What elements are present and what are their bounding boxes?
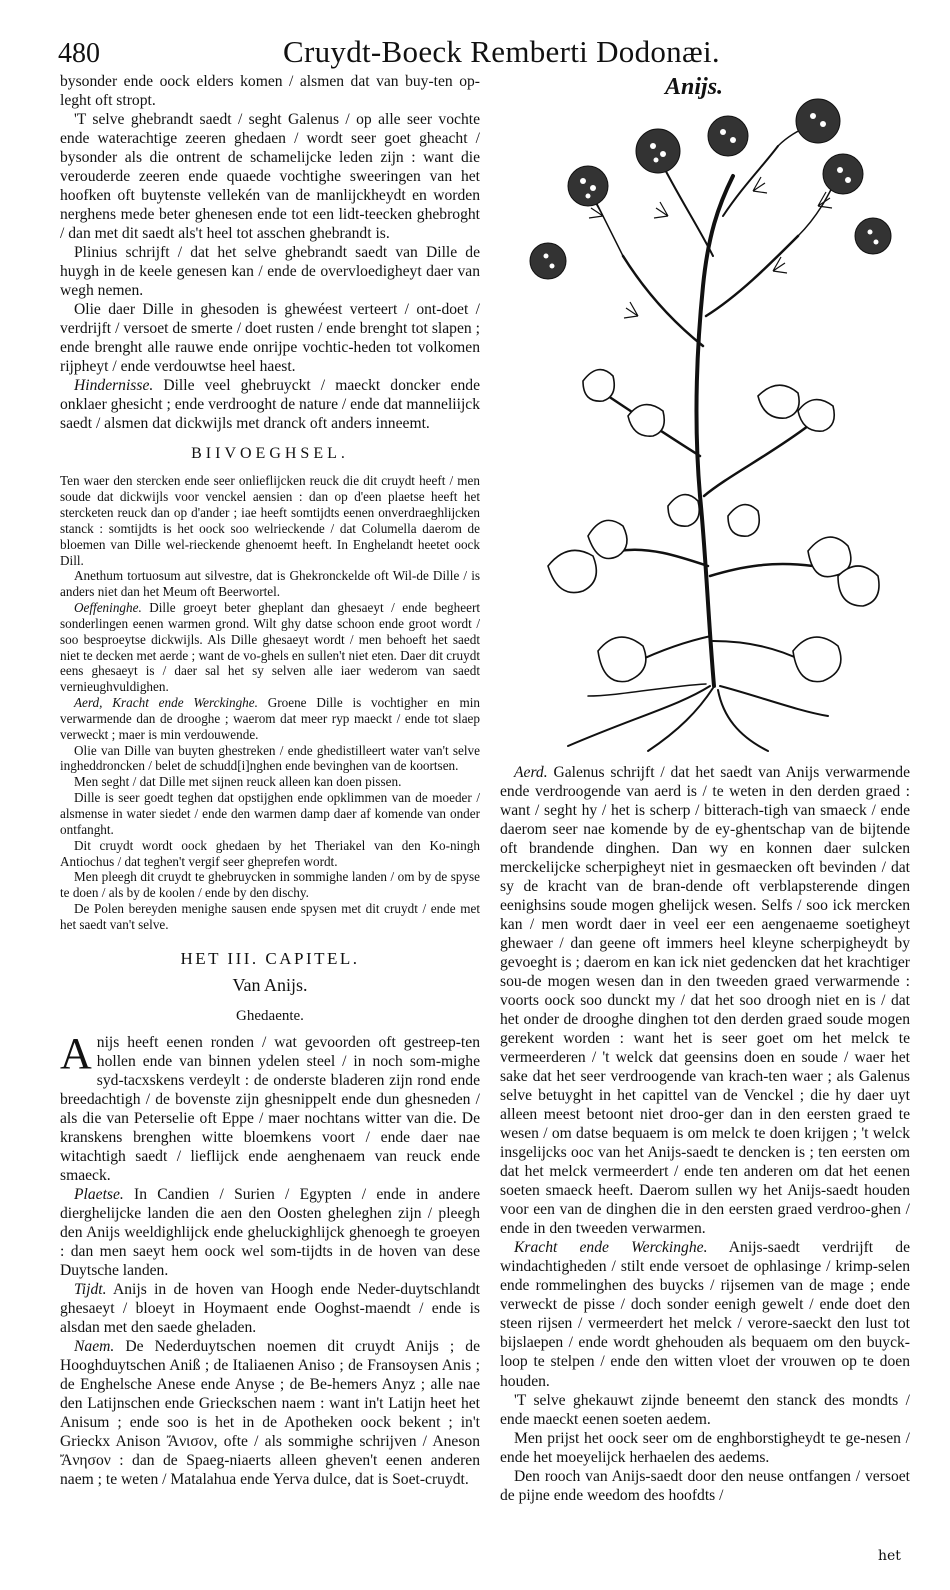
margin-label: Plaetse. xyxy=(74,1185,124,1203)
paragraph: Olie daer Dille in ghesoden is ghewéest verteert / ont-doet / verdrijft / versoet de smerte / doet rusten / ende brenght tot slapen ; ende brenght alle rauwe ende onrijpe vochtic-heden tot volkomen rijpheyt / ende verdouwtse heel haest. xyxy=(60,301,480,376)
paragraph: Men prijst het oock seer om de enghborstigheydt te ge-nesen / ende het moeyelijck herhaelen des aedems. xyxy=(500,1429,910,1466)
margin-label: Aerd, Kracht ende Werckinghe. xyxy=(74,695,258,711)
plant-title: Anijs. xyxy=(665,74,724,100)
right-column xyxy=(500,763,910,1505)
paragraph: Den rooch van Anijs-saedt door den neuse ontfangen / versoet de pijne ende weedom des hoofdts / xyxy=(500,1467,910,1504)
paragraph: Dille is seer goedt teghen dat opstijghen ende opklimmen van de moeder / alsmense in water siedet / ende den warmen damp daer af komende van onder ontfanght. xyxy=(60,790,480,837)
paragraph: Aerd, Kracht ende Werckinghe. Groene Dille is vochtigher en min verwarmende dan de drooghe ; waerom dat meer ryp maeckt / ende tot slaep verweckt ; maer is min verdouwende. xyxy=(60,695,480,742)
paragraph: Men seght / dat Dille met sijnen reuck alleen kan doen pissen. xyxy=(74,774,402,790)
paragraph: Aerd. Galenus schrijft / dat het saedt van Anijs verwarmende ende verdroogende van aerd is / te weten in den derden graed : want / seght hy / het is scherp / bitterach-tigh van smaeck / ende daerom seer nae komende by de ey-ghentschap van de bijtende oft brandende dinghen. Dan wy en konnen daer sulcken merckelijcke scherpigheyt niet in gesmaecken oft bevinden / dat sy de kracht van de bran-dende oft verblapsterende dingen eenighsins soude mogen ghelijck wesen. Selfs / soo ick mercken kan / men wordt daer in veel eer een aengenaeme soetigheyt ghewaer / dan geene oft immers heel kleyne scherpigheydt by gevoeght is ; daerom en kan ick niet gedencken dat het krachtiger sou-de mogen wesen dan in den tweeden graed verwarmende : voorts oock soo dunckt my / dat het soo droogh niet en is / dat het onder de drooghe dinghen tot den derden graed soude mogen gerekent worden : want het is seer goet om het melck te vermeerderen / 't welck dat geensins doen en soude / waer het sake dat het seer verdroogende van krach-ten waer ; als Galenus selve betuyght in het capittel van de Venckel ; die hy daer uyt alleen meest betoont niet droo-ger dan in den eersten graed te wesen / om datse bequaem is om melck te doen krijgen ; 't welck insgelijcks ooc van het Anijs-saedt te dencken is ; ten eersten om dat het melck vermeerdert / ende ten anderen om dat het eenen soeten smaeck heeft. Daerom sullen wy het Anijs-saedt houden voor een van de dinghen die in den eersten graed verdroo-ghen / ende in den tweeden verwarmen. xyxy=(500,764,910,1238)
chapter-title: Van Anijs. xyxy=(232,974,308,995)
left-column xyxy=(60,72,480,1489)
paragraph: 'T selve ghekauwt zijnde beneemt den stanck des mondts / ende maeckt eenen soeten aedem. xyxy=(500,1391,910,1428)
margin-label: Tijdt. xyxy=(74,1280,107,1298)
paragraph: Anijs heeft eenen ronden / wat gevoorden oft gestreep-ten hollen ende van binnen ydelen steel / in noch som-mighe syd-tacxskens verdeylt : de onderste bladeren zijn rond ende breedachtigh / de bovenste zijn ghesnippelt ende dun ghesneden / als die van Peterselie oft Eppe / maer nochtans witter van die. De kranskens brenghen witte bloemkens voort / ende daer nae witachtigh saedt / lieflijck ende aenghenaem van reuck ende smaeck. xyxy=(60,1028,480,1184)
paragraph: Plaetse. In Candien / Surien / Egypten / ende in andere dierghelijcke landen die aen den Oosten gheleghen zijn / pleegh den Anijs weeldighlijck ende gheluckighlijck ghenoegh te groeyen : dan men saeyt hem oock wel som-tijdts in de hoven van dese Duytsche landen. xyxy=(60,1185,480,1279)
paragraph: Kracht ende Werckinghe. Anijs-saedt verdrijft de windachtigheden / stilt ende versoet de ophlasinge / krimp-selen ende rommelinghen des buycks / rijsemen van de mage ; ende verweckt de pisse / doch sonder eenigh gewelt / ende doet den steen rijsen / vermeerdert het melck / verore-saeckt den lust tot bijslaepen / ende wordt ghehouden als bequaem om den buyck-loop te stelpen / ende den witten vloet der vrouwen op te doen houden. xyxy=(500,1239,910,1390)
margin-label: Aerd. xyxy=(514,764,548,781)
paragraph: Naem. De Nederduytschen noemen dit cruydt Anijs ; de Hooghduytschen Aniß ; de Italiaenen Aniso ; de Fransoysen Anis ; de Enghelsche Anese ende Anyse ; de Be-hemers Anyz ; alle nae den Latijnschen ende Grieckschen naem : want in't Latijn heet het Anisum ; ende soo is het in de Apotheken oock bekent ; in't Grieckx Anison Ἄνισον, ofte / als sommighe schrijven / Aneson Ἄνησον : dan de Spaeg-niaerts alleen gheven't eenen anderen naem ; te weten / Matalahua ende Yerva dulce, dat is Soet-cruydt. xyxy=(60,1338,480,1489)
paragraph: Olie van Dille van buyten ghestreken / ende ghedistilleert water van't selve ingheddroncken / belet de schudd[i]nghen ende bevinghen van de koortsen. xyxy=(60,742,480,774)
paragraph: Tijdt. Anijs in de hoven van Hoogh ende Neder-duytschlandt ghesaeyt / bloeyt in Hoymaent ende Ooghst-maendt / ende is alsdan met den saede gheladen. xyxy=(60,1280,480,1336)
anise-plant-illustration xyxy=(528,96,910,756)
paragraph: Hindernisse. Dille veel ghebruyckt / maeckt doncker ende onklaer ghesicht ; ende verdrooght de nature / ende dat manneliijck saedt / alsmen dat dickwijls met dranck oft anders inneemt. xyxy=(60,377,481,433)
paragraph: Ten waer den stercken ende seer onlieflijcken reuck die dit cruydt heeft / men soude dat dickwijls voor venckel aensien : dan op d'een plaetse heeft het stercketen reuck dan op d'ander ; iae heeft somtijdts eenen onverdraeghlijcken stanck : somtijdts is het oock soo welrieckende / dat Columella daerom de bloemen van Dille wel-rieckende ghenoemt heeft. In Enghelandt heetet oock Dill. xyxy=(60,473,480,568)
margin-label: Kracht ende Werckinghe. xyxy=(514,1239,708,1257)
paragraph: Dit cruydt wordt oock ghedaen by het Theriakel van den Ko-ningh Antiochus / dat teghen't vergif seer gheprefen wordt. xyxy=(60,837,480,869)
margin-label: Hindernisse. xyxy=(74,377,154,395)
catchword: het xyxy=(878,1548,901,1564)
running-title: Cruydt-Boeck Remberti Dodonæi. xyxy=(283,34,720,69)
margin-label: Oeffeninghe. xyxy=(74,600,142,616)
page-number: 480 xyxy=(58,38,100,69)
paragraph: Plinius schrijft / dat het selve ghebrandt saedt van Dille de huygh in de keele genesen kan / ende de overvloedigheyt daer van wegh nemen. xyxy=(60,244,480,300)
paragraph: bysonder ende oock elders komen / alsmen dat van buy-ten op-leght oft stropt. xyxy=(60,73,480,110)
paragraph: 'T selve ghebrandt saedt / seght Galenus / op alle seer vochte ende waterachtige zeeren ghedaen / wordt seer goet gheacht / bysonder als die ontrent de schamelijcke leden zijn : want die verouderde zeeren ende quaede vochtighe sweeringen van het hoofken oft buytenste vellekén van de manlijckheydt en worden nerghens mede beter ghenesen ende tot een lidt-teecken ghebroght / dan met dit saedt als't heel tot asschen ghebrandt is. xyxy=(60,111,480,243)
paragraph: Men pleegh dit cruydt te ghebruycken in sommighe landen / om by de spyse te doen / als by de koolen / ende by den dischy. xyxy=(60,869,480,901)
chapter-subtitle: Ghedaente. xyxy=(236,1007,304,1024)
paragraph: Oeffeninghe. Dille groeyt beter gheplant dan ghesaeyt / ende begheert sonderlingen eenen warmen grond. Wilt ghy datse schoon ende groot wordt / soo besproeytse dickwijls. Als Dille ghesaeyt wordt / men behoeft het saedt niet te decken met aerde ; want de vo-ghels en sullen't niet eten. Daer dit cruydt eens ghesaeyt is / daer sal het sy selven alle iaer wederom van saedt vernieughvuldighen. xyxy=(60,600,480,695)
paragraph: De Polen bereyden menighe sausen ende spysen met dit cruydt / ende met het saedt van't selve. xyxy=(60,901,480,932)
paragraph: Anethum tortuosum aut silvestre, dat is Ghekronckelde oft Wil-de Dille / is anders niet dan het Meum oft Beerwortel. xyxy=(60,568,480,600)
drop-cap: A xyxy=(60,1028,92,1078)
margin-label: Naem. xyxy=(74,1338,115,1356)
section-heading: BIIVOEGHSEL. xyxy=(191,445,349,463)
chapter-heading: HET III. CAPITEL. xyxy=(180,948,360,968)
